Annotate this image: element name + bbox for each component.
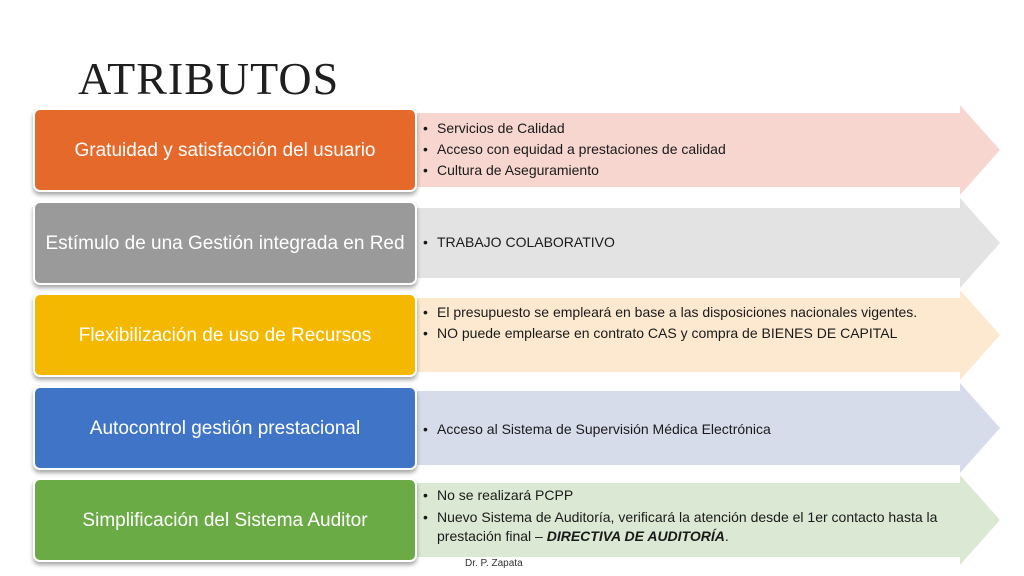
bullet-list [420,118,965,181]
bullet-item: • No se realizará PCPP [420,486,965,505]
attribute-label: Simplificación del Sistema Auditor [33,478,417,562]
bullet-list [420,419,965,440]
bullet-item: • El presupuesto se empleará en base a las disposiciones nacionales vigentes. [420,302,965,323]
bullet-list [420,302,965,344]
bullet-item: • Cultura de Aseguramiento [420,160,965,181]
attribute-label: Estímulo de una Gestión integrada en Red [33,201,417,285]
attribute-row-3 [0,290,1024,380]
attribute-label: Flexibilización de uso de Recursos [33,293,417,377]
bullet-text: Nuevo Sistema de Auditoría, verificará la atención desde el 1er contacto hasta la prestación final – [437,509,938,544]
attribute-label: Gratuidad y satisfacción del usuario [33,108,417,192]
bullet-item: • NO puede emplearse en contrato CAS y compra de BIENES DE CAPITAL [420,323,965,344]
attribute-row-2 [0,198,1024,288]
bullet-list [420,232,965,253]
slide-title: ATRIBUTOS [78,53,340,104]
bullet-item [420,508,965,546]
bullet-item: • TRABAJO COLABORATIVO [420,232,965,253]
attribute-row-4 [0,383,1024,473]
directive-emphasis: DIRECTIVA DE AUDITORÍA [546,528,725,544]
footer-author: Dr. P. Zapata [465,558,523,569]
bullet-item: • Acceso con equidad a prestaciones de calidad [420,139,965,160]
attribute-label: Autocontrol gestión prestacional [33,386,417,470]
bullet-trailing: . [724,528,729,544]
attribute-row-1 [0,105,1024,195]
bullet-item: • Acceso al Sistema de Supervisión Médica Electrónica [420,419,965,440]
bullet-list [420,486,965,546]
bullet-item: • Servicios de Calidad [420,118,965,139]
attribute-row-5 [0,475,1024,565]
